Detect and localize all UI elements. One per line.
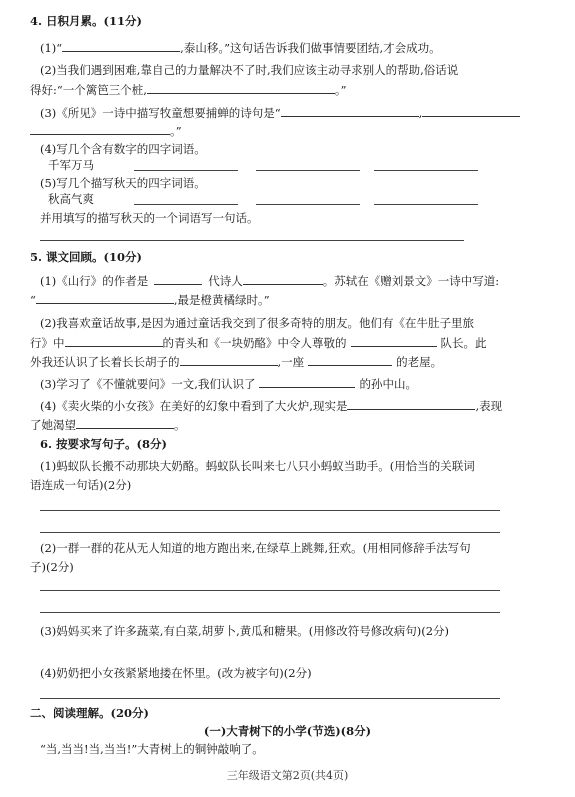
q4-line5-sentence: 并用填写的描写秋天的一个词语写一句话。 — [40, 211, 259, 225]
q5-line4b — [30, 417, 186, 432]
q4-heading: 4. 日积月累。(11分) — [30, 14, 142, 28]
q4-blank-1[interactable] — [62, 40, 180, 52]
q5-l2c-c: 的老屋。 — [396, 355, 443, 369]
q4-line2a: (2)当我们遇到困难,靠自己的力量解决不了时,我们应该主动寻求别人的帮助,俗话说 — [40, 63, 459, 77]
q4-line4: (4)写几个含有数字的四字词语。 — [40, 142, 206, 156]
q4-l3b-post: 。” — [170, 124, 182, 138]
q6-line1a: (1)蚂蚁队长搬不动那块大奶酪。蚂蚁队长叫来七八只小蚂蚁当助手。(用恰当的关联词 — [40, 459, 475, 473]
q5-blank-beard[interactable] — [180, 354, 278, 366]
q4-example-number-idiom: 千军万马 — [48, 158, 94, 172]
q4-l1-pre: (1)“ — [40, 41, 63, 55]
q5-l3-a: (3)学习了《不懂就要问》一文,我们认识了 — [40, 377, 256, 391]
q6-answer-line-1a[interactable] — [40, 510, 500, 511]
q5-blank-dynasty[interactable] — [154, 273, 202, 285]
q5-l2b-b: 的青头和《一块奶酪》中令人尊敬的 — [162, 336, 347, 350]
q6-answer-line-2b[interactable] — [40, 612, 500, 613]
q5-line2a: (2)我喜欢童话故事,是因为通过童话我交到了很多奇特的朋友。他们有《在牛肚子里旅 — [40, 316, 474, 330]
q5-line2c — [30, 354, 442, 369]
q6-line3: (3)妈妈买来了许多蔬菜,有白菜,胡萝卜,黄瓜和糖果。(用修改符号修改病句)(2分) — [40, 624, 450, 638]
q5-blank-house[interactable] — [308, 354, 392, 366]
q4-blank-3a[interactable] — [281, 105, 419, 117]
reading-passage-line1: “当,当当!当,当当!”大青树上的铜钟敲响了。 — [40, 742, 264, 756]
q5-l1-a: (1)《山行》的作者是 — [40, 274, 149, 288]
q4-answer-line-5c[interactable] — [374, 204, 478, 205]
q6-line4: (4)奶奶把小女孩紧紧地搂在怀里。(改为被字句)(2分) — [40, 666, 312, 680]
page-footer: 三年级语文第2页(共4页) — [226, 769, 349, 782]
q6-line1b: 语连成一句话)(2分) — [30, 478, 132, 492]
q5-blank-poet[interactable] — [243, 273, 323, 285]
q4-line2b — [30, 82, 347, 97]
q6-answer-line-4[interactable] — [40, 698, 500, 699]
q5-blank-reality[interactable] — [347, 398, 475, 410]
q4-l1-post: ,泰山移。”这句话告诉我们做事情要团结,才会成功。 — [180, 41, 441, 55]
q6-line2a: (2)一群一群的花从无人知道的地方跑出来,在绿草上跳舞,狂欢。(用相同修辞手法写句 — [40, 541, 471, 555]
q5-l1b-post: ,最是橙黄橘绿时。” — [173, 293, 270, 307]
q4-l2b-pre: 得好:“一个篱笆三个桩, — [30, 83, 147, 97]
q5-blank-longing[interactable] — [76, 417, 174, 429]
q5-blank-captain[interactable] — [351, 335, 437, 347]
q4-answer-line-4c[interactable] — [374, 170, 478, 171]
q5-l4-a: (4)《卖火柴的小女孩》在美好的幻象中看到了大火炉,现实是 — [40, 399, 348, 413]
q4-line3 — [40, 105, 520, 120]
q5-l2b-c: 队长。此 — [440, 336, 487, 350]
q5-l4b-a: 了她渴望 — [30, 418, 76, 432]
q4-example-autumn-idiom: 秋高气爽 — [48, 192, 94, 206]
section2-heading: 二、阅读理解。(20分) — [30, 706, 149, 720]
q5-l2c-b: ,一座 — [277, 355, 305, 369]
q5-l4b-b: 。 — [174, 418, 186, 432]
q5-l1-b: 代诗人 — [208, 274, 243, 288]
q5-line3 — [40, 376, 417, 391]
q6-answer-line-1b[interactable] — [40, 532, 500, 533]
q5-l2c-a: 外我还认识了长着长长胡子的 — [30, 355, 180, 369]
q6-answer-line-2a[interactable] — [40, 590, 500, 591]
q4-line3b — [30, 123, 182, 138]
q5-blank-sun[interactable] — [259, 376, 355, 388]
q5-line2b — [30, 335, 487, 350]
q5-l1-c: 。苏轼在《赠刘景文》一诗中写道: — [322, 274, 500, 288]
q6-heading: 6. 按要求写句子。(8分) — [40, 437, 167, 451]
q4-answer-line-sentence[interactable] — [40, 240, 464, 241]
q5-line1 — [40, 273, 499, 288]
q4-l3-mid: , — [418, 106, 423, 120]
q4-blank-3b[interactable] — [422, 105, 520, 117]
q4-answer-line-4b[interactable] — [256, 170, 360, 171]
q5-l4-b: ,表现 — [475, 399, 503, 413]
q5-l2b-a: 行》中 — [30, 336, 65, 350]
q5-line4 — [40, 398, 502, 413]
q4-blank-2[interactable] — [147, 82, 335, 94]
q5-blank-poem[interactable] — [36, 292, 174, 304]
q5-line1b — [30, 292, 270, 307]
q4-answer-line-4a[interactable] — [134, 170, 238, 171]
reading-passage-title: (一)大青树下的小学(节选)(8分) — [203, 724, 372, 738]
q5-blank-qingtou[interactable] — [65, 335, 163, 347]
q5-l1b-pre: “ — [30, 293, 36, 307]
q4-answer-line-5a[interactable] — [134, 204, 238, 205]
q4-l3-pre: (3)《所见》一诗中描写牧童想要捕蝉的诗句是“ — [40, 106, 281, 120]
q5-heading: 5. 课文回顾。(10分) — [30, 250, 142, 264]
q6-line2b: 子)(2分) — [30, 560, 74, 574]
q4-l2b-post: 。” — [334, 83, 347, 97]
q4-line5: (5)写几个描写秋天的四字词语。 — [40, 176, 206, 190]
q5-l3-b: 的孙中山。 — [359, 377, 417, 391]
q4-answer-line-5b[interactable] — [256, 204, 360, 205]
q4-blank-3c[interactable] — [30, 123, 170, 135]
q4-line1 — [40, 40, 441, 55]
